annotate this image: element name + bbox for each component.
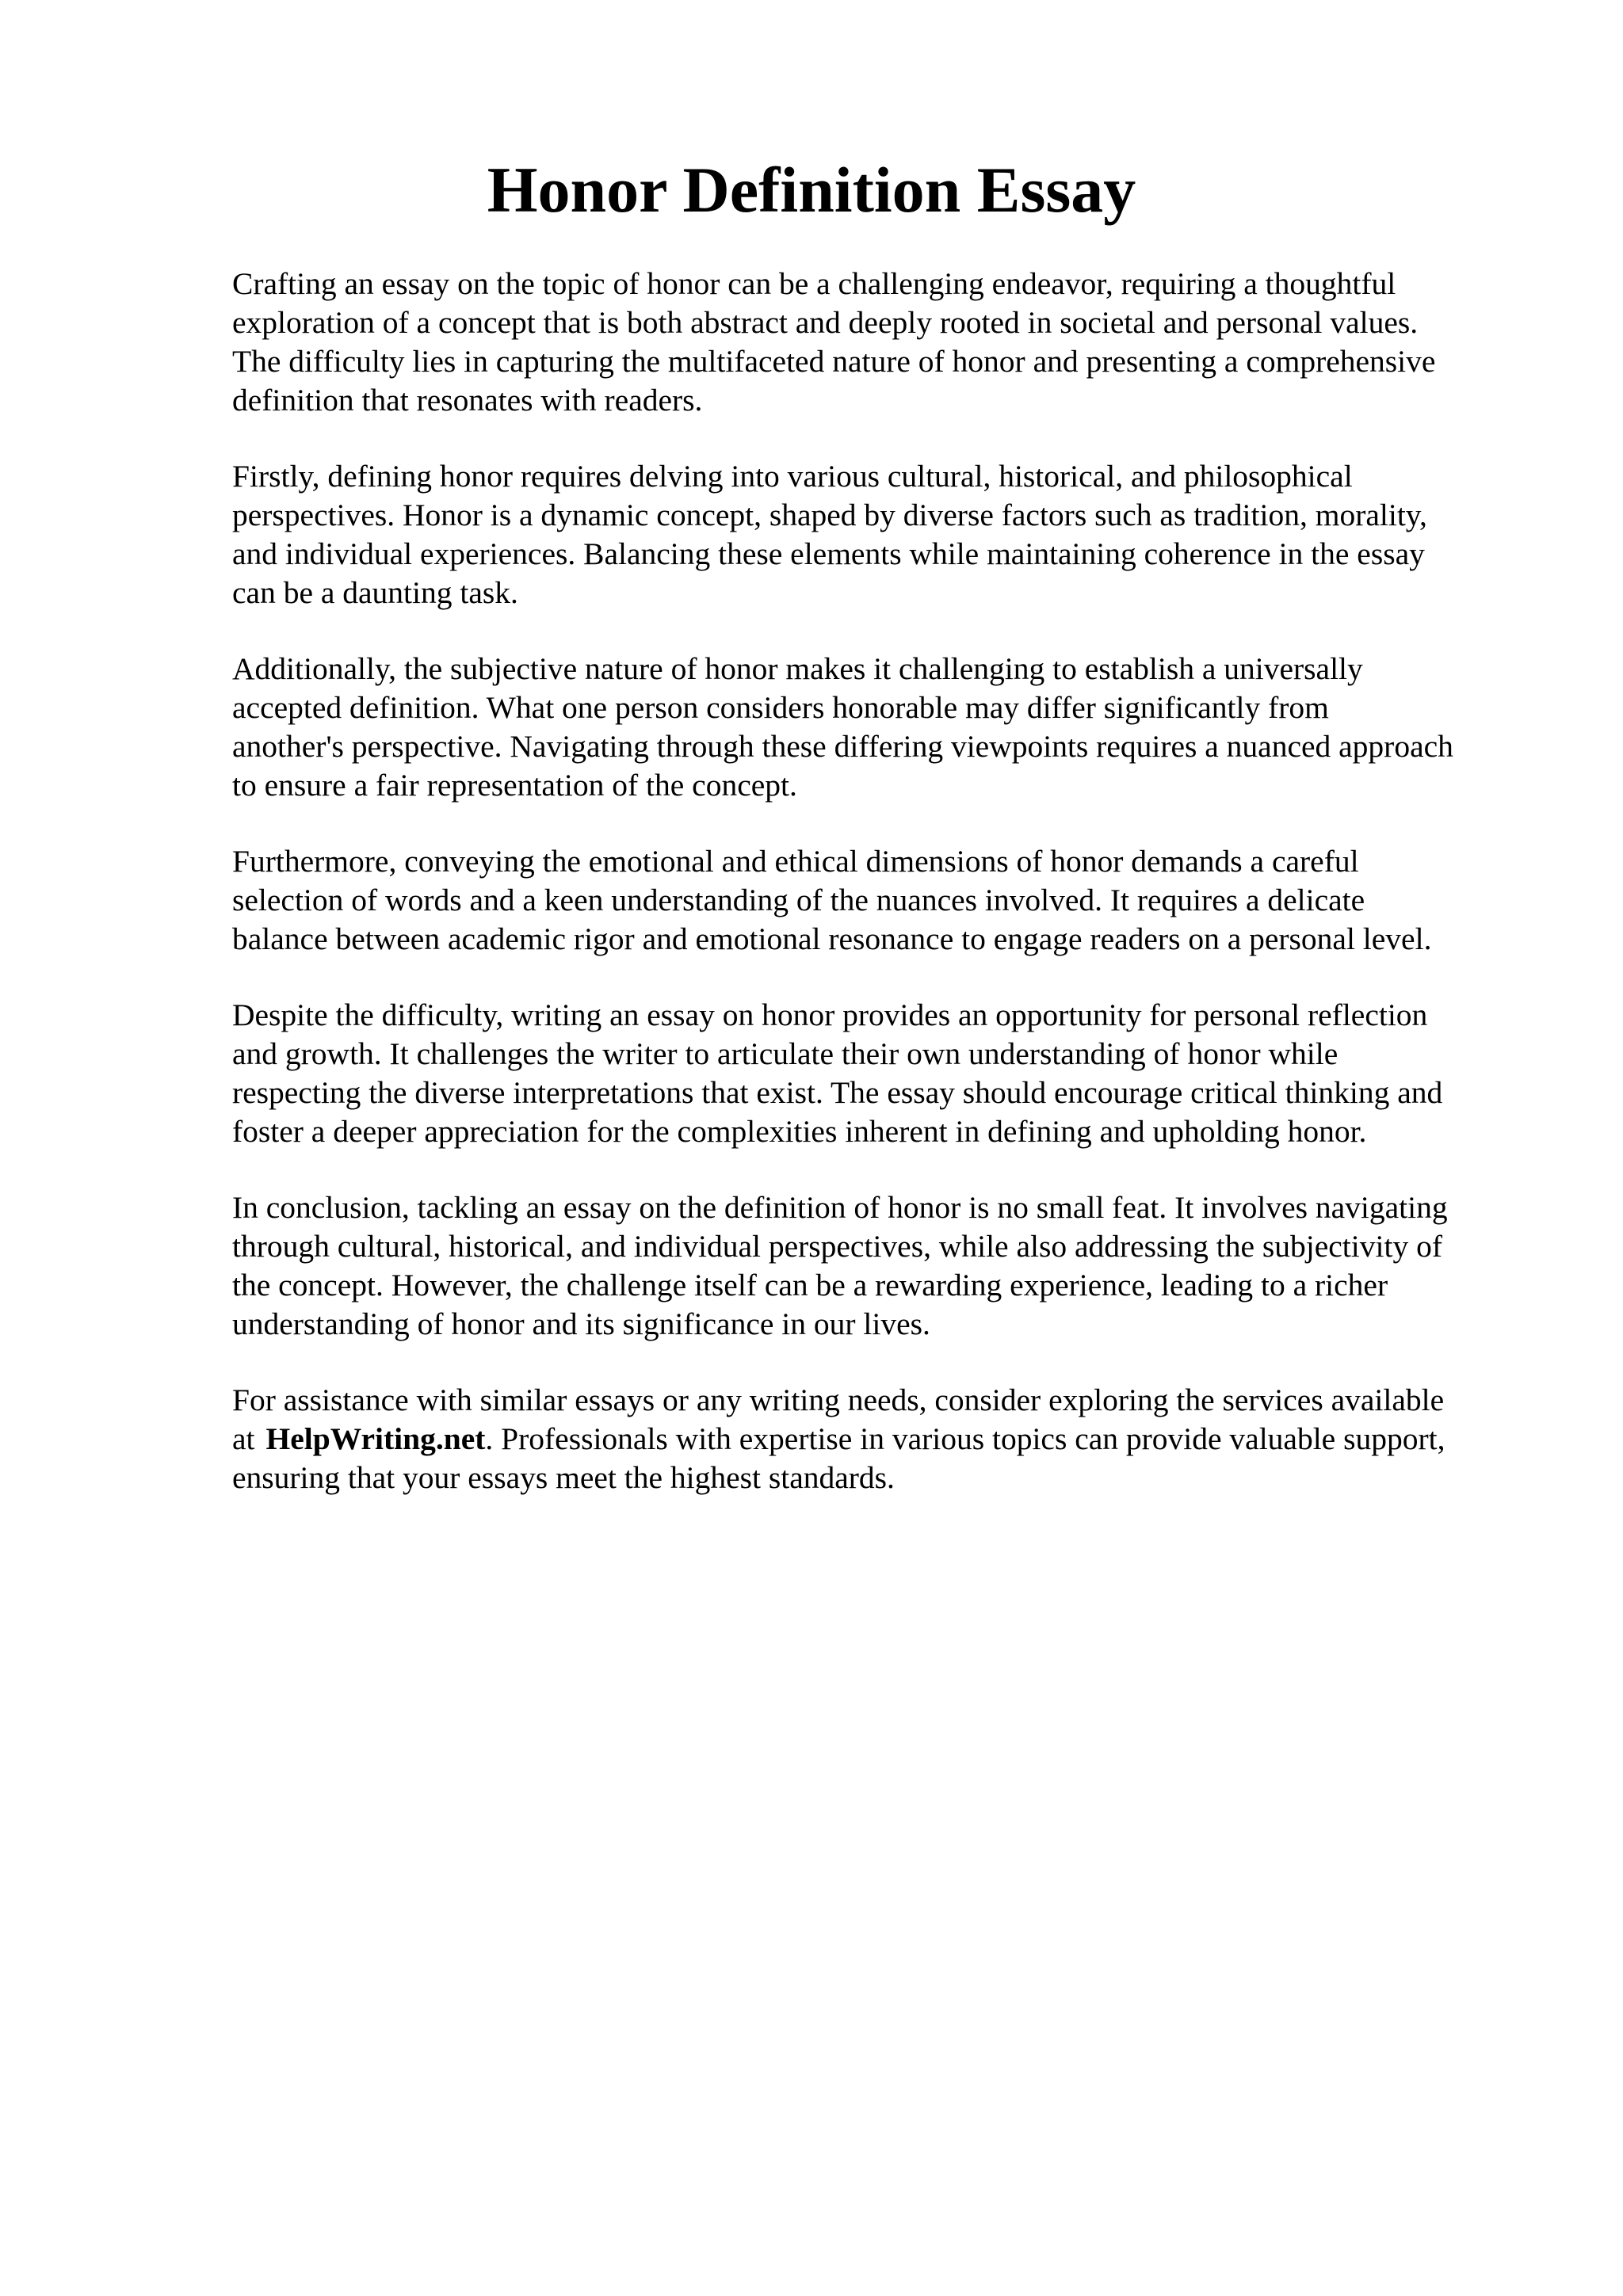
paragraph-line: the concept. However, the challenge itself can be a rewarding experience, leading to a richer (232, 1268, 1388, 1302)
paragraph-1 (232, 265, 1532, 420)
paragraph-line: Despite the difficulty, writing an essay on honor provides an opportunity for personal reflection (232, 997, 1428, 1032)
paragraph-line: balance between academic rigor and emotional resonance to engage readers on a personal level. (232, 921, 1432, 956)
paragraph-3 (232, 650, 1532, 805)
paragraph-5 (232, 996, 1532, 1151)
paragraph-2 (232, 457, 1532, 612)
closing-prefix: at (232, 1421, 255, 1456)
paragraph-line: accepted definition. What one person considers honorable may differ significantly from (232, 690, 1329, 725)
closing-paragraph (232, 1381, 1532, 1497)
paragraph-line: understanding of honor and its significance in our lives. (232, 1306, 930, 1341)
helpwriting-link[interactable]: HelpWriting.net (265, 1421, 486, 1456)
paragraph-line: ensuring that your essays meet the highest standards. (232, 1460, 895, 1495)
paragraph-line: through cultural, historical, and individual perspectives, while also addressing the subjectivity of (232, 1229, 1442, 1264)
paragraph-6 (232, 1188, 1532, 1344)
page-title: Honor Definition Essay (487, 154, 1136, 226)
paragraph-line: perspectives. Honor is a dynamic concept, shaped by diverse factors such as tradition, morality, (232, 498, 1427, 532)
paragraph-line: Furthermore, conveying the emotional and ethical dimensions of honor demands a careful (232, 844, 1359, 879)
paragraph-line: Firstly, defining honor requires delving into various cultural, historical, and philosophical (232, 459, 1353, 494)
paragraph-line: exploration of a concept that is both abstract and deeply rooted in societal and personal values. (232, 305, 1419, 340)
paragraph-line: another's perspective. Navigating through these differing viewpoints requires a nuanced approach (232, 729, 1453, 764)
paragraph-line: selection of words and a keen understanding of the nuances involved. It requires a delicate (232, 883, 1365, 917)
paragraph-line: foster a deeper appreciation for the complexities inherent in defining and upholding honor. (232, 1114, 1367, 1149)
paragraph-line: In conclusion, tackling an essay on the definition of honor is no small feat. It involves navigating (232, 1190, 1448, 1225)
essay-body (232, 265, 1532, 1535)
paragraph-4 (232, 842, 1532, 959)
closing-suffix: . Professionals with expertise in various topics can provide valuable support, (485, 1421, 1445, 1456)
paragraph-line: and individual experiences. Balancing these elements while maintaining coherence in the essay (232, 536, 1425, 571)
paragraph-line: Additionally, the subjective nature of honor makes it challenging to establish a universally (232, 651, 1363, 686)
paragraph-line: can be a daunting task. (232, 575, 518, 610)
paragraph-line: respecting the diverse interpretations that exist. The essay should encourage critical thinking and (232, 1075, 1443, 1110)
paragraph-line: The difficulty lies in capturing the multifaceted nature of honor and presenting a comprehensive (232, 344, 1436, 379)
paragraph-line: Crafting an essay on the topic of honor can be a challenging endeavor, requiring a thoughtful (232, 266, 1396, 301)
paragraph-line: and growth. It challenges the writer to articulate their own understanding of honor while (232, 1036, 1338, 1071)
paragraph-line: For assistance with similar essays or any writing needs, consider exploring the services available (232, 1383, 1445, 1417)
paragraph-line: to ensure a fair representation of the concept. (232, 768, 797, 803)
paragraph-line: definition that resonates with readers. (232, 383, 703, 418)
